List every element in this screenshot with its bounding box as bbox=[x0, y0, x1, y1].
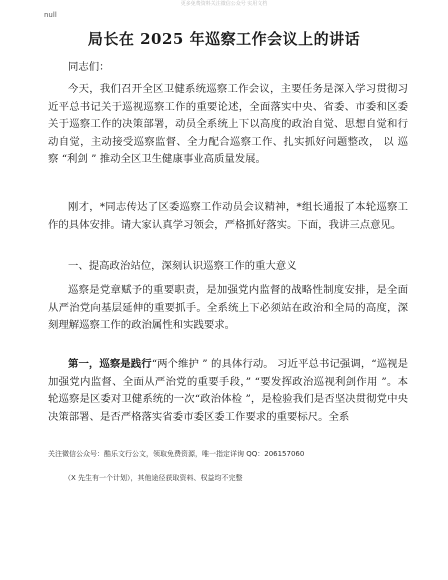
paragraph-significance: 巡察是党章赋予的重要职责，是加强党内监督的战略性制度安排，是全面从严治党向基层延伸的重要抓手。全系统上下必须站在政治和全局的高度，深刻理解巡察工作的政治属性和实践要求。 bbox=[48, 284, 408, 332]
section-heading-1: 一、提高政治站位，深刻认识巡察工作的重大意义 bbox=[68, 260, 297, 272]
paragraph-point-one bbox=[48, 356, 408, 426]
notice-line-2: （X 先生有一个计划），其他途径获取资料、权益均不完整 bbox=[64, 474, 243, 482]
corner-text: null bbox=[44, 11, 57, 19]
point-one-body: “两个维护 ” 的具体行动。 习近平总书记强调，“巡视是加强党内监督、全面从严治党的重要手段，” “要发挥政治巡视利剑作用 ”。本轮巡察是区委对卫健系统的一次“政治体检 ”，是检验我们是否坚决贯彻党中央决策部署、是否严格落实省委市委区委工作要求的重要标尺。全系 bbox=[48, 358, 409, 423]
greeting: 同志们： bbox=[68, 61, 110, 73]
notice-line-1: 关注微信公众号：酷乐文行公文，领取免费资源，唯一指定详询 QQ：206157060 bbox=[48, 450, 305, 458]
point-one-lead: 第一，巡察是践行 bbox=[68, 358, 152, 370]
paragraph-agenda: 刚才，*同志传达了区委巡察工作动员会议精神，*组长通报了本轮巡察工作的具体安排。请大家认真学习领会，严格抓好落实。下面，我讲三点意见。 bbox=[48, 201, 408, 231]
paragraph-intro: 今天，我们召开全区卫健系统巡察工作会议，主要任务是深入学习贯彻习近平总书记关于巡视巡察工作的重要论述，全面落实中央、省委、市委和区委关于巡察工作的决策部署，动员全系统上下以高度的政治自觉、思想自觉和行动自觉，主动接受巡察监督、全力配合巡察工作、扎实抓好问题整改， 以 巡 察 “利剑 ” 推动全区卫生健康事业高质量发展。 bbox=[48, 83, 408, 166]
top-watermark: 更多免费资料关注微信公众号 实用文档 bbox=[180, 1, 268, 7]
page-title: 局长在 2025 年巡察工作会议上的讲话 bbox=[87, 30, 361, 48]
